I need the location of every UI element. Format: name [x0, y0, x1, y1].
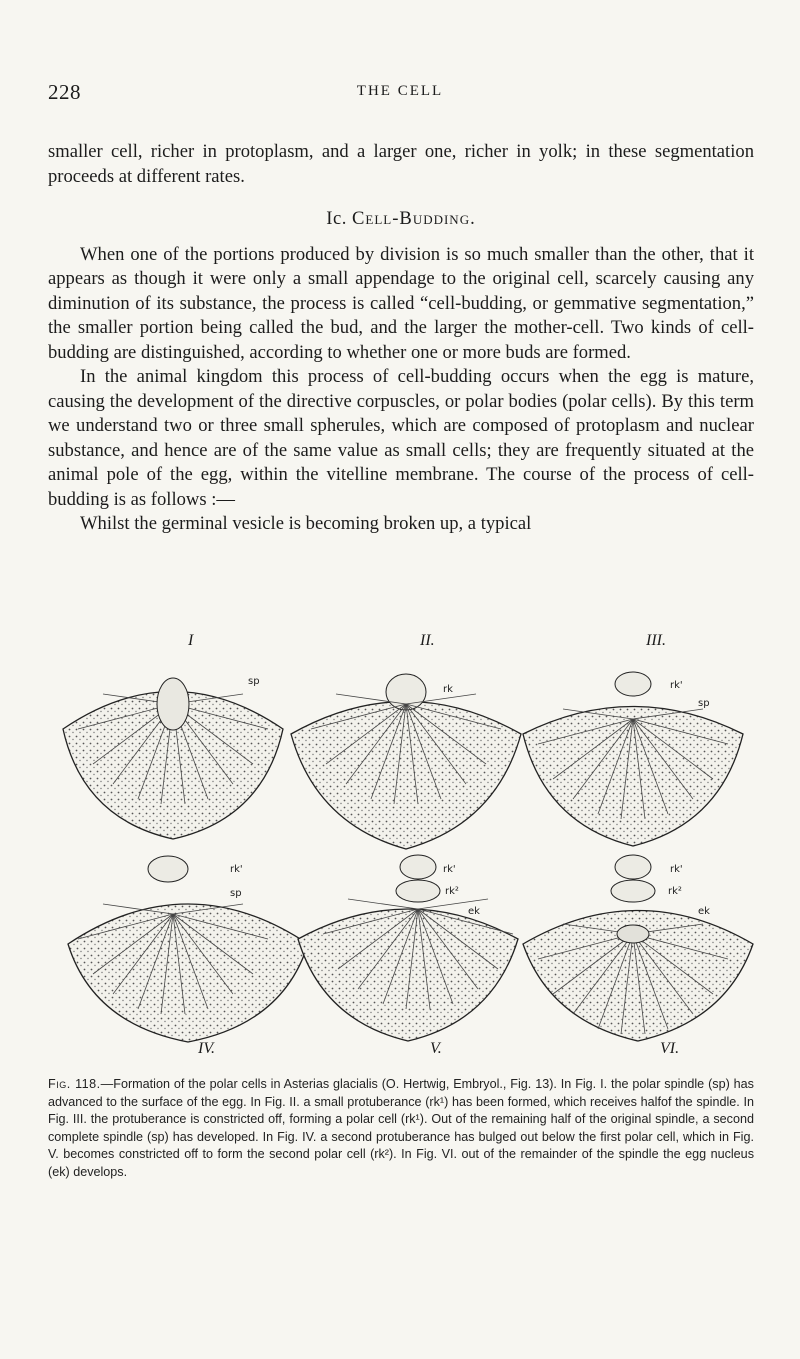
section-prefix: Ic. — [326, 208, 352, 229]
panel-4-label-sp: sp — [230, 888, 242, 899]
panel-3-label-rk1: rk' — [670, 680, 683, 691]
paragraph-1: When one of the portions produced by division is so much smaller than the other, that it appears as though it were only a small appendage to the original cell, scarcely causing any diminution of its substance, the process is called “cell-budding, or gemmative segmentation,” the smaller portion being called the bud, and the larger the mother-cell. Two kinds of cell-budding are distinguished, according to whether one or more buds are formed. — [48, 243, 754, 363]
panel-6-label-rk2: rk² — [668, 886, 682, 897]
panel-numeral-2: II. — [420, 632, 435, 649]
paragraph-3: Whilst the germinal vesicle is becoming broken up, a typical — [80, 513, 532, 534]
panel-5-egg — [298, 855, 518, 1041]
panel-numeral-3: III. — [646, 632, 666, 649]
panel-2-label-rk: rk — [443, 684, 453, 695]
panel-5-label-rk2: rk² — [445, 886, 459, 897]
paragraph-2: In the animal kingdom this process of cell-budding occurs when the egg is mature, causing the development of the directive corpuscles, or polar bodies (polar cells). By this term we understand two or three small spherules, which are composed of protoplasm and nuclear substance, and hence are of the same value as small cells; they are frequently situated at the animal pole of the egg, within the vitelline membrane. The course of the process of cell-budding is as follows :— — [48, 366, 754, 510]
figure-panels — [48, 654, 754, 1054]
panel-2-egg — [291, 674, 521, 849]
caption-text: —Formation of the polar cells in Asterias glacialis (O. Hertwig, Embryol., Fig. 13). In Fig. I. the polar spindle (sp) has advanced to the surface of the egg. In Fig. II. a small protuberance (rk¹) has been formed, which receives halfof the spindle. In Fig. III. the protuberance is constricted off, forming a polar cell (rk¹). Out of the remaining half of the original spindle, a second complete spindle (sp) has developed. In Fig. IV. a second protuberance has bulged out below the first polar cell, which in Fig. V. becomes constricted off to form the second polar cell (rk²). In Fig. VI. out of the remainder of the spindle the egg nucleus (ek) develops. — [48, 1077, 754, 1179]
panel-numeral-6: VI. — [660, 1040, 680, 1057]
figure-caption — [48, 1076, 754, 1182]
panel-4-label-rk1: rk' — [230, 864, 243, 875]
panel-1-label-sp: sp — [248, 676, 260, 687]
panel-6-label-rk1: rk' — [670, 864, 683, 875]
panel-4-egg — [68, 856, 308, 1042]
panel-6-label-ek: ek — [698, 906, 710, 917]
page-header — [0, 80, 800, 110]
body-text — [48, 140, 754, 537]
running-head: THE CELL — [356, 83, 444, 99]
page-number: 228 — [48, 80, 81, 104]
caption-label: Fig. 118. — [48, 1077, 101, 1091]
panel-5-label-ek: ek — [468, 906, 480, 917]
section-heading — [48, 207, 754, 232]
panel-5-label-rk1: rk' — [443, 864, 456, 875]
panel-1-egg — [63, 678, 283, 839]
panel-numeral-4: IV. — [198, 1040, 216, 1057]
panel-6-egg — [523, 855, 753, 1041]
panel-3-egg — [523, 672, 743, 846]
panel-numeral-5: V. — [430, 1040, 442, 1057]
panel-3-label-sp: sp — [698, 698, 710, 709]
panel-numeral-1: I — [188, 632, 194, 649]
figure-118 — [48, 632, 754, 1062]
paragraph-opening: smaller cell, richer in protoplasm, and a larger one, richer in yolk; in these segmentation proceeds at different rates. — [48, 141, 754, 187]
section-title: Cell-Budding. — [352, 208, 476, 229]
